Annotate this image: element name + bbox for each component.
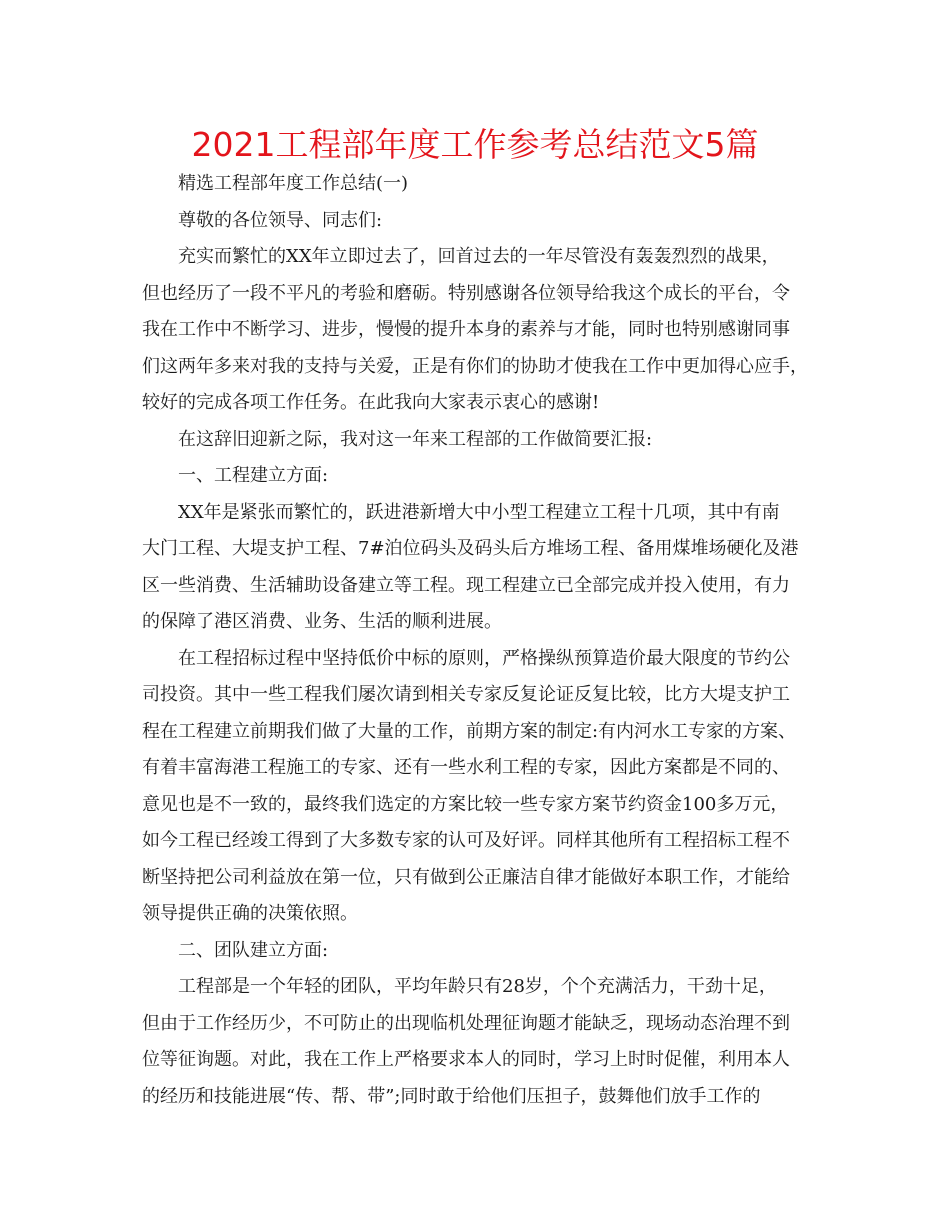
text-line: 领导提供正确的决策依照。 <box>142 903 358 924</box>
text-line: 精选工程部年度工作总结(一) <box>178 173 409 194</box>
text-line: 程在工程建立前期我们做了大量的工作，前期方案的制定:有内河水工专家的方案、 <box>142 720 797 742</box>
text-line: 尊敬的各位领导、同志们: <box>178 209 383 231</box>
text-line: 们这两年多来对我的支持与关爱，正是有你们的协助才使我在工作中更加得心应手， <box>142 355 808 377</box>
text-line: 如今工程已经竣工得到了大多数专家的认可及好评。同样其他所有工程招标工程不 <box>142 830 790 851</box>
text-line: 在工程招标过程中坚持低价中标的原则，严格操纵预算造价最大限度的节约公 <box>178 647 790 669</box>
text-line: 但由于工作经历少，不可防止的出现临机处理征询题才能缺乏，现场动态治理不到 <box>142 1012 790 1034</box>
text-line: 但也经历了一段不平凡的考验和磨砺。特别感谢各位领导给我这个成长的平台，令 <box>142 282 790 304</box>
text-line: 有着丰富海港工程施工的专家、还有一些水利工程的专家，因此方案都是不同的、 <box>142 757 790 778</box>
text-line: 位等征询题。对此，我在工作上严格要求本人的同时，学习上时时促催，利用本人 <box>142 1049 790 1070</box>
document-title: 2021工程部年度工作参考总结范文5篇 <box>191 125 759 164</box>
text-line: 大门工程、大堤支护工程、7#泊位码头及码头后方堆场工程、备用煤堆场硬化及港 <box>142 538 799 559</box>
text-line: 二、团队建立方面: <box>178 939 329 961</box>
text-line: 工程部是一个年轻的团队，平均年龄只有28岁，个个充满活力，干劲十足， <box>178 976 777 997</box>
text-line: XX年是紧张而繁忙的，跃进港新增大中小型工程建立工程十几项，其中有南 <box>178 501 780 523</box>
text-line: 断坚持把公司利益放在第一位，只有做到公正廉洁自律才能做好本职工作，才能给 <box>142 866 790 888</box>
text-line: 意见也是不一致的，最终我们选定的方案比较一些专家方案节约资金100多万元， <box>142 793 789 815</box>
text-line: 司投资。其中一些工程我们屡次请到相关专家反复论证反复比较，比方大堤支护工 <box>142 684 790 705</box>
text-line: 一、工程建立方面: <box>178 465 329 486</box>
text-line: 在这辞旧迎新之际，我对这一年来工程部的工作做简要汇报: <box>178 428 653 450</box>
text-line: 我在工作中不断学习、进步，慢慢的提升本身的素养与才能，同时也特别感谢同事 <box>142 319 790 340</box>
text-line: 较好的完成各项工作任务。在此我向大家表示衷心的感谢! <box>142 392 600 413</box>
text-line: 的经历和技能进展“传、帮、带”;同时敢于给他们压担子，鼓舞他们放手工作的 <box>142 1085 761 1107</box>
text-line: 的保障了港区消费、业务、生活的顺利进展。 <box>142 611 502 632</box>
text-line: 区一些消费、生活辅助设备建立等工程。现工程建立已全部完成并投入使用，有力 <box>142 574 790 596</box>
document-body <box>142 166 832 1115</box>
text-line: 充实而繁忙的XX年立即过去了，回首过去的一年尽管没有轰轰烈烈的战果， <box>178 246 780 267</box>
